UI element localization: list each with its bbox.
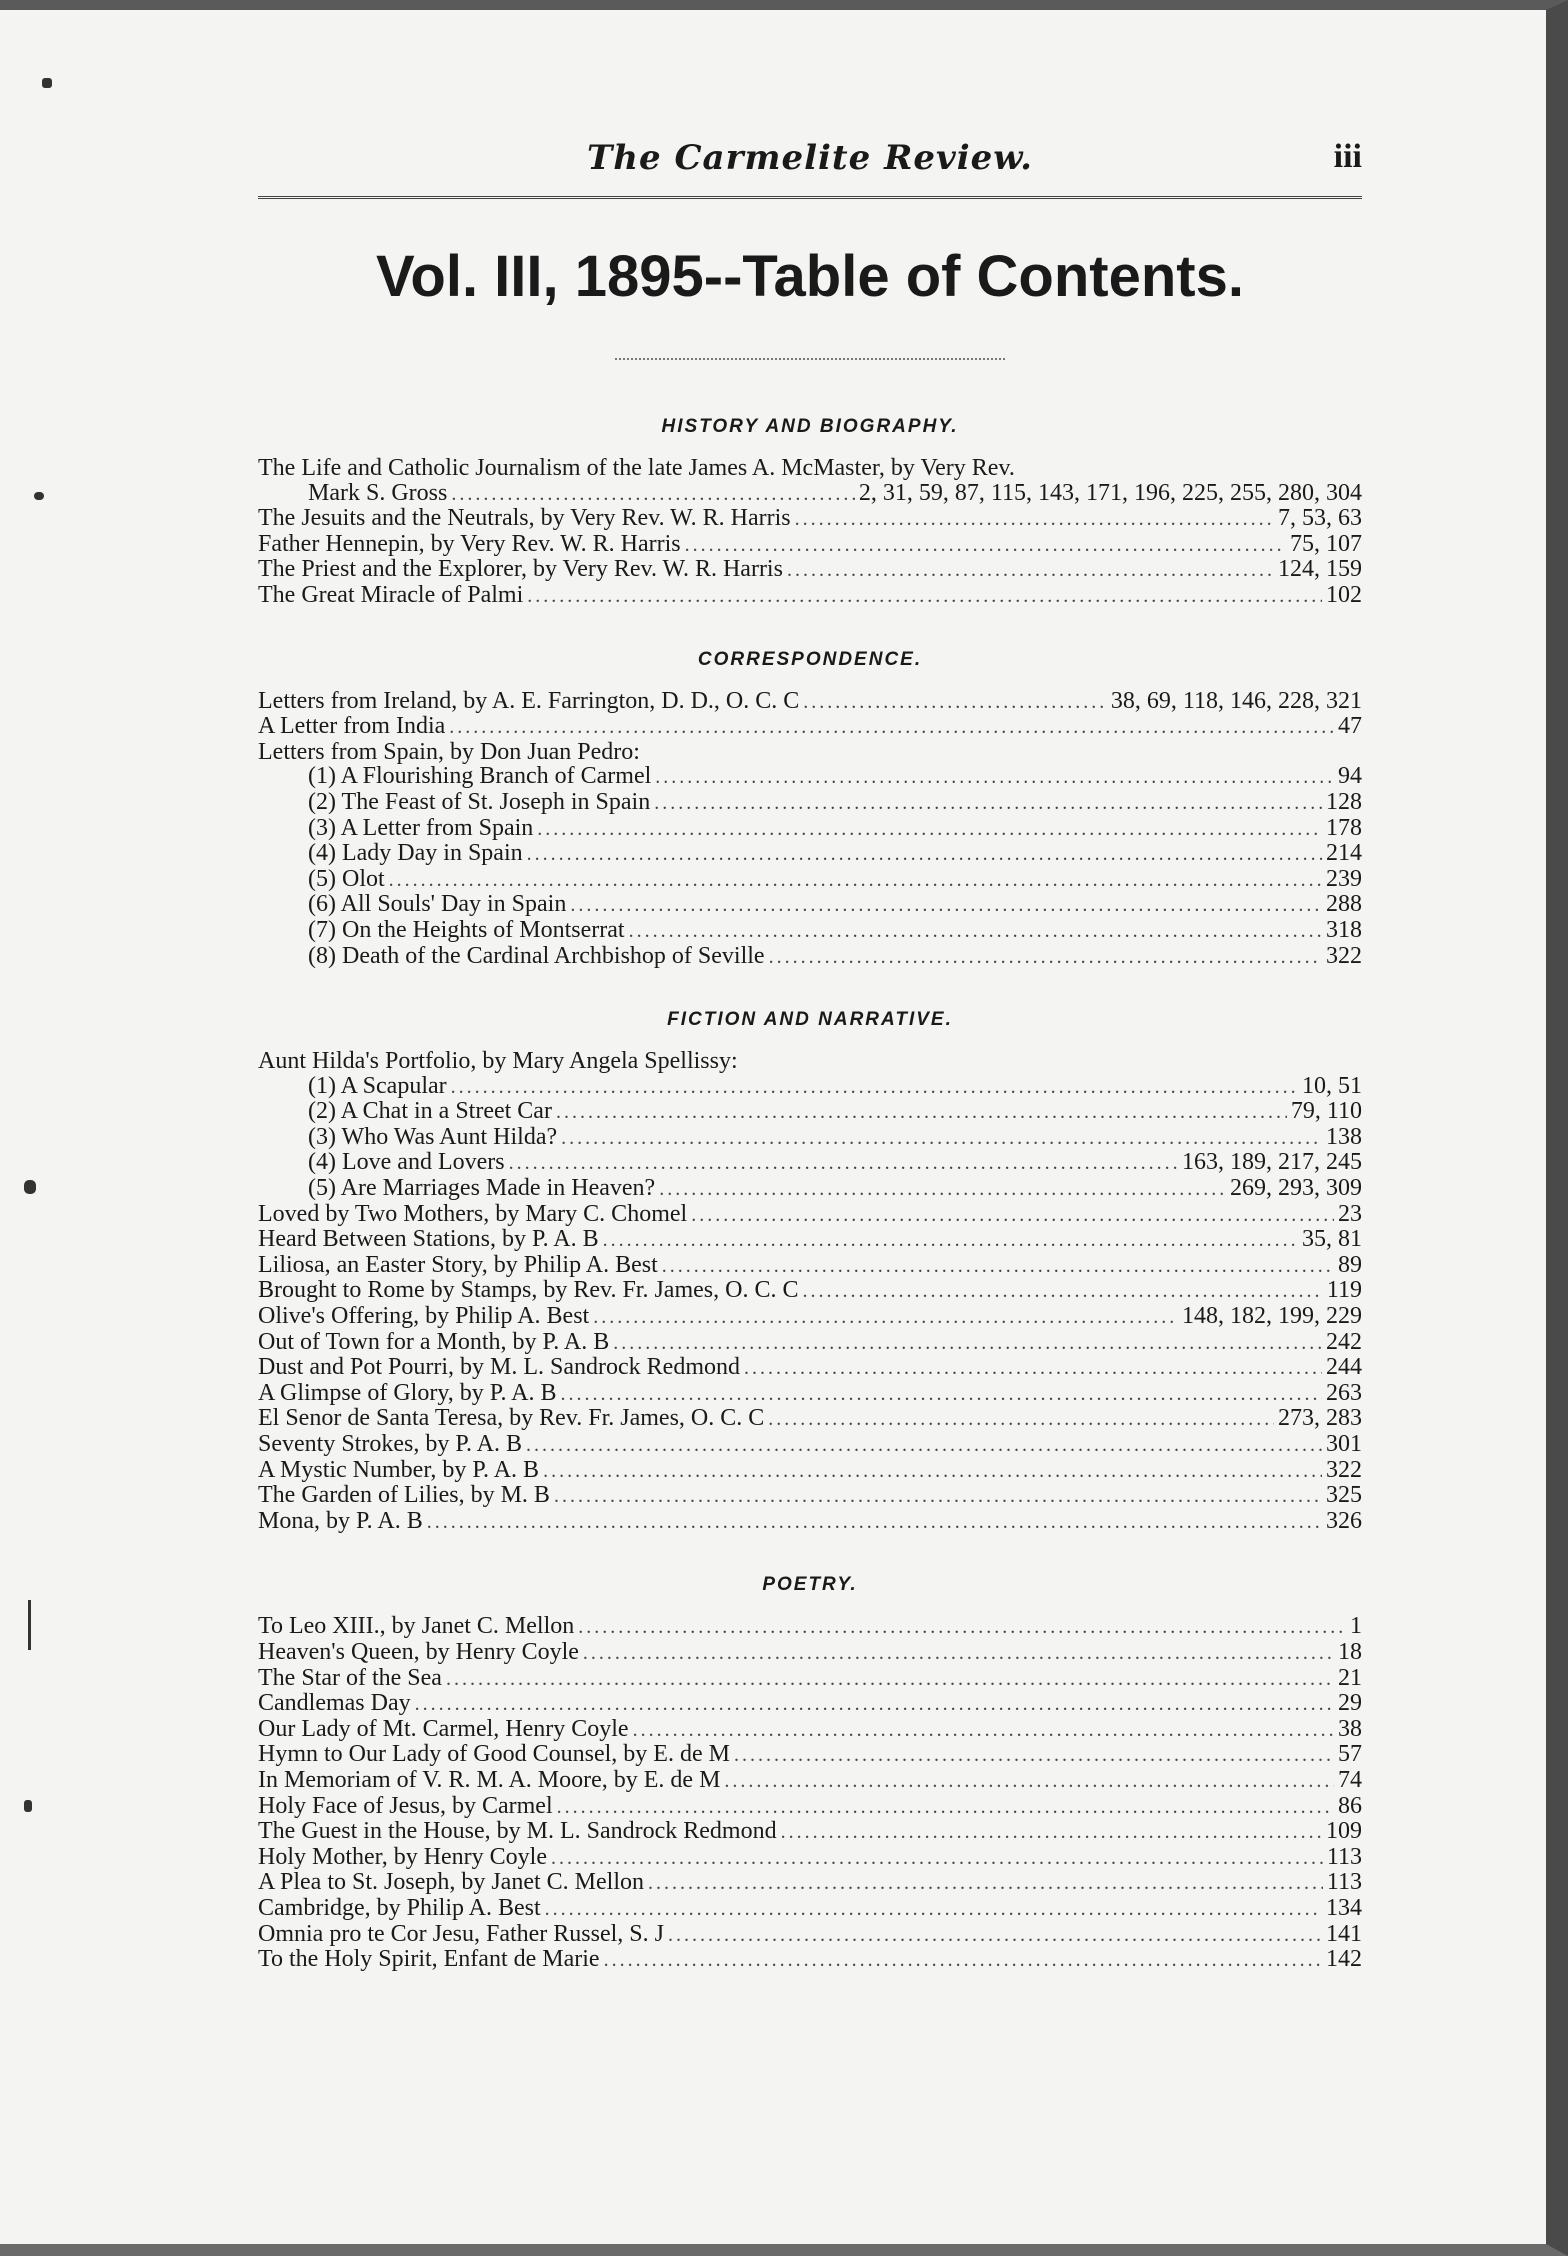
dot-leader <box>787 558 1274 583</box>
dot-leader <box>802 1279 1322 1304</box>
toc-entry-pages: 178 <box>1326 814 1362 841</box>
toc-entry-pages: 318 <box>1326 916 1362 943</box>
toc-entry-pages: 23 <box>1338 1200 1362 1227</box>
toc-entry-title: Candlemas Day <box>258 1690 411 1717</box>
dot-leader <box>561 1126 1322 1151</box>
toc-entry-title: A Plea to St. Joseph, by Janet C. Mellon <box>258 1869 644 1896</box>
toc-entry <box>258 892 1362 918</box>
dot-leader <box>768 1407 1274 1432</box>
toc-entry <box>258 506 1362 532</box>
dot-leader <box>668 1923 1322 1948</box>
toc-entry <box>258 867 1362 893</box>
dot-leader <box>654 791 1322 816</box>
dot-leader <box>803 690 1107 715</box>
dot-leader <box>449 715 1334 740</box>
toc-entry-title: Mona, by P. A. B <box>258 1507 423 1534</box>
toc-entry-title: (8) Death of the Cardinal Archbishop of Seville <box>308 942 765 969</box>
toc-entry-pages: 124, 159 <box>1278 556 1362 583</box>
toc-entry-pages: 29 <box>1338 1690 1362 1717</box>
toc-entry-title: (6) All Souls' Day in Spain <box>308 891 567 918</box>
toc-entry-pages: 94 <box>1338 763 1362 790</box>
toc-entry-title: (7) On the Heights of Montserrat <box>308 916 625 943</box>
toc-entry-title: Aunt Hilda's Portfolio, by Mary Angela Spellissy: <box>258 1048 738 1075</box>
toc-entry <box>258 1330 1362 1356</box>
toc-entry-title: Father Hennepin, by Very Rev. W. R. Harris <box>258 530 681 557</box>
toc-entry-pages: 79, 110 <box>1290 1098 1362 1125</box>
section-fiction-entries <box>258 1049 1362 1534</box>
toc-entry-pages: 288 <box>1326 891 1362 918</box>
dot-leader <box>545 1897 1322 1922</box>
toc-entry-pages: 18 <box>1338 1638 1362 1665</box>
toc-entry-pages: 57 <box>1338 1741 1362 1768</box>
dot-leader <box>691 1203 1334 1228</box>
dot-leader <box>554 1484 1322 1509</box>
dot-leader <box>659 1177 1226 1202</box>
dot-leader <box>560 1382 1322 1407</box>
section-poetry-entries <box>258 1614 1362 1972</box>
title-ornament-rule <box>615 358 1005 360</box>
toc-entry <box>258 1614 1362 1640</box>
dot-leader <box>633 1718 1334 1743</box>
toc-entry-title: Heaven's Queen, by Henry Coyle <box>258 1638 579 1665</box>
toc-entry <box>258 1896 1362 1922</box>
toc-entry-title: Liliosa, an Easter Story, by Philip A. Best <box>258 1251 658 1278</box>
dot-leader <box>734 1743 1334 1768</box>
toc-entry-pages: 75, 107 <box>1290 530 1362 557</box>
toc-entry-title: A Glimpse of Glory, by P. A. B <box>258 1379 557 1406</box>
toc-entry <box>258 1458 1362 1484</box>
section-correspondence-entries <box>258 689 1362 970</box>
toc-entry-pages: 242 <box>1326 1328 1362 1355</box>
toc-entry-title: Letters from Spain, by Don Juan Pedro: <box>258 738 640 765</box>
section-heading-correspondence: CORRESPONDENCE. <box>697 648 923 670</box>
header-rule <box>258 196 1362 203</box>
toc-entry-pages: 113 <box>1326 1869 1362 1896</box>
toc-entry <box>258 790 1362 816</box>
toc-entry <box>258 1202 1362 1228</box>
toc-entry-title: (3) A Letter from Spain <box>308 814 534 841</box>
dot-leader <box>527 842 1322 867</box>
scan-speck <box>34 492 44 500</box>
dot-leader <box>655 765 1334 790</box>
toc-entry-title: (3) Who Was Aunt Hilda? <box>308 1123 558 1150</box>
dot-leader <box>537 817 1322 842</box>
toc-entry <box>258 740 1362 765</box>
dot-leader <box>451 1075 1298 1100</box>
toc-entry-title: (5) Are Marriages Made in Heaven? <box>308 1175 656 1202</box>
dot-leader <box>781 1820 1322 1845</box>
toc-entry <box>258 1845 1362 1871</box>
toc-entry-pages: 74 <box>1338 1766 1362 1793</box>
toc-entry-title: Heard Between Stations, by P. A. B <box>258 1226 599 1253</box>
toc-entry-title: A Letter from India <box>258 713 446 740</box>
toc-entry <box>258 557 1362 583</box>
toc-entry-pages: 273, 283 <box>1278 1405 1362 1432</box>
dot-leader <box>543 1459 1322 1484</box>
toc-entry-pages: 134 <box>1326 1894 1362 1921</box>
toc-entry <box>258 1150 1362 1176</box>
scan-speck <box>24 1800 32 1812</box>
toc-entry-pages: 10, 51 <box>1302 1072 1362 1099</box>
toc-entry-pages: 322 <box>1326 1456 1362 1483</box>
dot-leader <box>769 945 1322 970</box>
toc-entry-pages: 38 <box>1338 1715 1362 1742</box>
toc-entry <box>258 1794 1362 1820</box>
toc-entry-pages: 2, 31, 59, 87, 115, 143, 171, 196, 225, 255, 280, 304 <box>858 479 1362 506</box>
toc-entry-pages: 269, 293, 309 <box>1230 1175 1362 1202</box>
dot-leader <box>603 1228 1298 1253</box>
toc-entry-title: (2) A Chat in a Street Car <box>308 1098 552 1125</box>
toc-entry <box>258 1768 1362 1794</box>
toc-entry <box>258 944 1362 970</box>
toc-entry-title: To the Holy Spirit, Enfant de Marie <box>258 1946 600 1973</box>
dot-leader <box>427 1510 1322 1535</box>
toc-entry <box>258 532 1362 558</box>
toc-entry-title: In Memoriam of V. R. M. A. Moore, by E. de M <box>258 1766 721 1793</box>
dot-leader <box>744 1356 1322 1381</box>
toc-entry-pages: 138 <box>1326 1123 1362 1150</box>
dot-leader <box>662 1254 1334 1279</box>
toc-entry-pages: 263 <box>1326 1379 1362 1406</box>
toc-entry <box>258 1666 1362 1692</box>
toc-entry-title: The Priest and the Explorer, by Very Rev. W. R. Harris <box>258 556 783 583</box>
dot-leader <box>551 1846 1323 1871</box>
page-content <box>258 130 1362 1973</box>
toc-entry <box>258 1176 1362 1202</box>
toc-entry-pages: 148, 182, 199, 229 <box>1182 1303 1362 1330</box>
dot-leader <box>557 1795 1334 1820</box>
toc-entry-pages: 113 <box>1326 1843 1362 1870</box>
dot-leader <box>556 1100 1287 1125</box>
toc-entry <box>258 1483 1362 1509</box>
toc-entry-title: (4) Love and Lovers <box>308 1149 505 1176</box>
toc-entry-title: Holy Mother, by Henry Coyle <box>258 1843 547 1870</box>
toc-entry-pages: 128 <box>1326 788 1362 815</box>
toc-entry <box>258 1691 1362 1717</box>
toc-entry-title: Seventy Strokes, by P. A. B <box>258 1431 523 1457</box>
toc-entry <box>258 583 1362 609</box>
toc-entry-pages: 21 <box>1338 1664 1362 1691</box>
dot-leader <box>648 1871 1323 1896</box>
toc-entry <box>258 714 1362 740</box>
toc-entry-title: Holy Face of Jesus, by Carmel <box>258 1792 553 1819</box>
dot-leader <box>526 1433 1322 1458</box>
toc-entry <box>258 1819 1362 1845</box>
toc-entry <box>258 1717 1362 1743</box>
dot-leader <box>604 1948 1322 1973</box>
running-head <box>258 130 1362 190</box>
toc-entry <box>258 1099 1362 1125</box>
toc-entry-title: The Great Miracle of Palmi <box>258 581 524 608</box>
toc-entry-title: (2) The Feast of St. Joseph in Spain <box>308 788 651 815</box>
dot-leader <box>578 1615 1346 1640</box>
toc-entry-pages: 214 <box>1326 840 1362 867</box>
running-title: The Carmelite Review. <box>587 138 1033 178</box>
toc-entry-pages: 119 <box>1326 1277 1362 1304</box>
toc-entry-pages: 89 <box>1338 1251 1362 1278</box>
toc-entry-pages: 109 <box>1326 1818 1362 1845</box>
dot-leader <box>583 1641 1334 1666</box>
section-history-entries <box>258 456 1362 609</box>
dot-leader <box>685 533 1286 558</box>
toc-entry <box>258 1278 1362 1304</box>
toc-entry-pages: 102 <box>1326 581 1362 608</box>
section-heading-history: HISTORY AND BIOGRAPHY. <box>661 416 959 437</box>
toc-entry <box>258 1125 1362 1151</box>
toc-entry <box>258 481 1362 507</box>
toc-entry-title: Out of Town for a Month, by P. A. B <box>258 1328 610 1355</box>
toc-entry <box>258 1406 1362 1432</box>
scan-speck <box>28 1600 31 1650</box>
dot-leader <box>570 893 1322 918</box>
toc-entry <box>258 816 1362 842</box>
page-title: Vol. III, 1895--Table of Contents. <box>376 244 1244 309</box>
dot-leader <box>446 1667 1334 1692</box>
toc-entry-pages: 239 <box>1326 865 1362 892</box>
dot-leader <box>724 1769 1334 1794</box>
dot-leader <box>415 1692 1334 1717</box>
toc-entry-title: Letters from Ireland, by A. E. Farrington, D. D., O. C. C <box>258 687 800 714</box>
section-heading-poetry: POETRY. <box>762 1574 858 1596</box>
toc-entry-pages: 7, 53, 63 <box>1278 505 1362 532</box>
dot-leader <box>613 1331 1322 1356</box>
toc-entry-pages: 322 <box>1326 942 1362 969</box>
toc-entry-title: Loved by Two Mothers, by Mary C. Chomel <box>258 1200 688 1227</box>
toc-entry <box>258 1640 1362 1666</box>
section-heading-fiction: FICTION AND NARRATIVE. <box>667 1009 953 1031</box>
scan-speck <box>42 78 52 88</box>
toc-entry-pages: 1 <box>1350 1613 1362 1640</box>
toc-entry-title: Olive's Offering, by Philip A. Best <box>258 1303 590 1330</box>
toc-entry-title: (4) Lady Day in Spain <box>308 840 523 867</box>
toc-entry <box>258 1432 1362 1458</box>
toc-entry-title: Omnia pro te Cor Jesu, Father Russel, S. J <box>258 1920 664 1947</box>
toc-entry-pages: 141 <box>1326 1920 1362 1947</box>
toc-entry-title: Hymn to Our Lady of Good Counsel, by E. de M <box>258 1741 730 1768</box>
toc-entry-title: The Guest in the House, by M. L. Sandrock Redmond <box>258 1818 777 1845</box>
toc-entry <box>258 1947 1362 1973</box>
toc-entry-title: Mark S. Gross <box>308 479 448 506</box>
scan-speck <box>24 1180 36 1194</box>
toc-entry-title: The Life and Catholic Journalism of the late James A. McMaster, by Very Rev. <box>258 455 1015 481</box>
toc-entry <box>258 1922 1362 1948</box>
toc-entry <box>258 764 1362 790</box>
toc-entry-pages: 142 <box>1326 1946 1362 1973</box>
toc-entry <box>258 1253 1362 1279</box>
dot-leader <box>389 868 1322 893</box>
toc-entry <box>258 1509 1362 1535</box>
toc-entry-pages: 244 <box>1326 1354 1362 1381</box>
toc-entry-title: (1) A Flourishing Branch of Carmel <box>308 763 652 790</box>
toc-entry <box>258 1742 1362 1768</box>
toc-entry <box>258 689 1362 715</box>
toc-entry-title: Cambridge, by Philip A. Best <box>258 1894 541 1921</box>
toc-entry <box>258 918 1362 944</box>
toc-entry <box>258 456 1362 481</box>
toc-entry <box>258 1870 1362 1896</box>
toc-entry-title: Brought to Rome by Stamps, by Rev. Fr. James, O. C. C <box>258 1277 799 1304</box>
toc-entry-pages: 326 <box>1326 1507 1362 1534</box>
dot-leader <box>527 584 1322 609</box>
toc-entry <box>258 1227 1362 1253</box>
toc-entry-title: Our Lady of Mt. Carmel, Henry Coyle <box>258 1715 629 1742</box>
page-number: iii <box>1333 138 1362 175</box>
toc-entry-title: (5) Olot <box>308 865 385 892</box>
toc-entry <box>258 1355 1362 1381</box>
toc-entry-pages: 163, 189, 217, 245 <box>1182 1149 1362 1176</box>
toc-entry-title: Dust and Pot Pourri, by M. L. Sandrock Redmond <box>258 1354 740 1381</box>
toc-entry-title: A Mystic Number, by P. A. B <box>258 1456 540 1483</box>
toc-entry <box>258 1304 1362 1330</box>
toc-entry <box>258 1381 1362 1407</box>
toc-entry <box>258 1049 1362 1074</box>
toc-entry-pages: 301 <box>1326 1431 1362 1457</box>
dot-leader <box>593 1305 1178 1330</box>
toc-entry-title: The Garden of Lilies, by M. B <box>258 1482 550 1509</box>
toc-entry-pages: 86 <box>1338 1792 1362 1819</box>
toc-entry <box>258 841 1362 867</box>
dot-leader <box>509 1151 1178 1176</box>
dot-leader <box>629 919 1322 944</box>
toc-entry-pages: 47 <box>1338 713 1362 740</box>
toc-entry-title: El Senor de Santa Teresa, by Rev. Fr. James, O. C. C <box>258 1405 765 1432</box>
toc-entry-title: The Jesuits and the Neutrals, by Very Rev. W. R. Harris <box>258 505 791 532</box>
toc-entry-pages: 325 <box>1326 1482 1362 1509</box>
toc-entry-title: To Leo XIII., by Janet C. Mellon <box>258 1613 575 1640</box>
toc-entry-title: (1) A Scapular <box>308 1072 447 1099</box>
toc-entry-pages: 38, 69, 118, 146, 228, 321 <box>1110 687 1362 714</box>
toc-entry-pages: 35, 81 <box>1302 1226 1362 1253</box>
dot-leader <box>795 507 1274 532</box>
toc-entry <box>258 1074 1362 1100</box>
toc-entry-title: The Star of the Sea <box>258 1664 442 1691</box>
dot-leader <box>451 482 855 507</box>
